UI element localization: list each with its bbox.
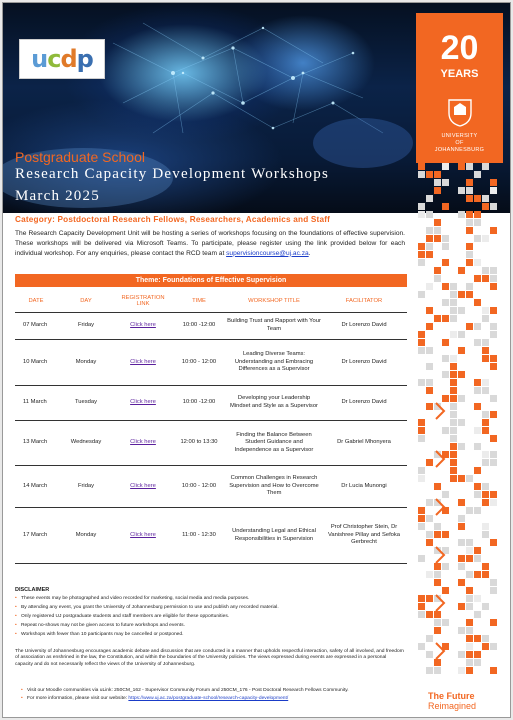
title-month: March 2025 xyxy=(15,188,100,204)
cell-time: 10:00 - 12:00 xyxy=(181,482,217,489)
cell-facilitator: Dr Lorenzo David xyxy=(341,358,387,365)
cell-time: 10:00 -12:00 xyxy=(182,399,216,406)
uj-20-years-badge xyxy=(416,13,503,163)
table-row xyxy=(15,421,407,466)
col-registration-link: REGISTRATION LINK xyxy=(121,294,165,307)
email-link[interactable]: supervisioncourse@uj.ac.za xyxy=(226,249,309,257)
disclaimer-item: • By attending any event, you grant the University of Johannesburg permission to use and publish any recorded material. xyxy=(15,604,279,613)
disclaimer-item: • Repeat no-shows may not be given access to future workshops and events. xyxy=(15,622,279,631)
ucdp-logo: ucdp xyxy=(19,39,105,79)
cell-time: 11:00 - 12:30 xyxy=(182,531,216,538)
registration-link[interactable]: Click here xyxy=(130,482,156,489)
cell-link xyxy=(115,466,171,507)
cell-title: Developing your Leadership Mindset and Style as a Supervisor xyxy=(230,395,318,409)
disclaimer-title: DISCLAIMER xyxy=(15,587,50,593)
cell-facilitator: Dr Lorenzo David xyxy=(341,399,387,406)
cell-title: Finding the Balance Between Student Guidance and Independence as a Supervisor xyxy=(234,431,314,453)
registration-link[interactable]: Click here xyxy=(130,358,156,365)
cell-link xyxy=(115,386,171,420)
cell-title: Leading Diverse Teams: Understanding and Embracing Differences as a Supervisor xyxy=(234,351,314,373)
disclaimer-item: • These events may be photographed and video recorded for marketing, social media and media purposes. xyxy=(15,595,279,604)
website-link[interactable]: https://www.uj.ac.za/postgraduate-school/research-capacity-development/ xyxy=(128,696,289,702)
registration-link[interactable]: Click here xyxy=(130,439,156,446)
cell-facilitator: Dr Lorenzo David xyxy=(341,322,387,329)
title-workshops: Research Capacity Development Workshops xyxy=(15,166,329,182)
cell-time: 12:00 to 13:30 xyxy=(180,439,218,446)
col-time: TIME xyxy=(192,297,206,304)
col-facilitator: FACILITATOR xyxy=(345,297,383,304)
intro-paragraph: The Research Capacity Development Unit will be hosting a series of workshops focusing on the foundations of effective supervision. These workshops will be delivered via Microsoft Teams. To participate, please register using the link provided below for each individual workshop. For any enquiries, please contact the RCD team at supervisioncourse@uj.ac.za. xyxy=(15,230,405,257)
disclaimer-item: • Workshops with fewer than 10 participants may be cancelled or postponed. xyxy=(15,631,279,640)
university-statement: The University of Johannesburg encourages academic debate and discussion that are conducted in a manner that upholds respectful interaction, safety of all involved, and freedom of association as enshrined in the law, the Constitution, and within the boundaries of the University policies. The views expressed during events are expressed in a personal capacity and do not necessarily reflect the views of the University of Johannesburg. xyxy=(15,649,404,667)
cell-date: 14 March xyxy=(23,482,48,489)
decorative-pattern-column xyxy=(416,163,503,683)
cell-day: Friday xyxy=(77,322,95,329)
footer-links xyxy=(21,688,406,703)
uj-years-label: YEARS xyxy=(440,68,479,80)
table-header-row xyxy=(15,289,407,313)
cell-link xyxy=(115,508,171,563)
cell-day: Monday xyxy=(75,358,97,365)
disclaimer-list xyxy=(15,595,279,640)
cell-day: Friday xyxy=(77,482,95,489)
registration-link[interactable]: Click here xyxy=(130,399,156,406)
uj-name: UNIVERSITY OF JOHANNESBURG xyxy=(434,133,485,153)
cell-link xyxy=(115,340,171,385)
cell-date: 13 March xyxy=(23,439,48,446)
table-row xyxy=(15,386,407,421)
cell-title: Understanding Legal and Ethical Responsibilities in Supervision xyxy=(232,527,316,542)
table-row xyxy=(15,340,407,386)
registration-link[interactable]: Click here xyxy=(130,531,156,538)
cell-title: Building Trust and Rapport with Your Team xyxy=(227,318,321,332)
col-date: DATE xyxy=(28,297,44,304)
disclaimer-item: • Only registered UJ postgraduate students and staff members are eligible for these opportunities. xyxy=(15,613,279,622)
cell-facilitator: Dr Lucia Munongi xyxy=(341,482,387,489)
flyer-page xyxy=(2,2,511,718)
cell-date: 10 March xyxy=(23,358,48,365)
cell-day: Monday xyxy=(75,531,97,538)
table-theme-header: Theme: Foundations of Effective Supervision xyxy=(15,274,407,287)
future-reimagined-tagline: The Future Reimagined xyxy=(428,691,477,711)
cell-time: 10:00 -12:00 xyxy=(182,322,216,329)
col-day: DAY xyxy=(80,297,92,304)
table-row xyxy=(15,508,407,564)
cell-link xyxy=(115,313,171,339)
cell-title: Common Challenges in Research Supervision and How to Overcome Them xyxy=(229,475,319,497)
table-row xyxy=(15,313,407,340)
cell-date: 07 March xyxy=(23,322,48,329)
cell-date: 17 March xyxy=(23,531,48,538)
cell-time: 10:00 - 12:00 xyxy=(181,358,217,365)
cell-link xyxy=(115,421,171,465)
registration-link[interactable]: Click here xyxy=(130,322,156,329)
uj-20-number: 20 xyxy=(440,29,479,67)
cell-facilitator: Prof Christopher Stein, Dr Vanishree Pillay and Sefoka Gerbrecht xyxy=(327,524,401,546)
cell-date: 11 March xyxy=(23,399,47,406)
col-workshop-title: WORKSHOP TITLE xyxy=(248,297,300,304)
table-row xyxy=(15,466,407,508)
title-postgraduate-school: Postgraduate School xyxy=(15,149,145,165)
uj-crest-icon xyxy=(446,97,474,127)
cell-day: Tuesday xyxy=(74,399,98,406)
cell-day: Wednesday xyxy=(70,439,102,446)
cell-facilitator: Dr Gabriel Mhonyera xyxy=(337,439,391,446)
moodle-note: • Visit our Moodle communities via uLink: 250CM_162 - Supervisor Community Forum and 250CM_176 - Post Doctoral Research Fellows Community. xyxy=(21,688,406,694)
website-note: • For more information, please visit our website: https://www.uj.ac.za/postgraduate-school/research-capacity-development/ xyxy=(21,696,406,702)
category-line: Category: Postdoctoral Research Fellows, Researchers, Academics and Staff xyxy=(15,215,331,224)
